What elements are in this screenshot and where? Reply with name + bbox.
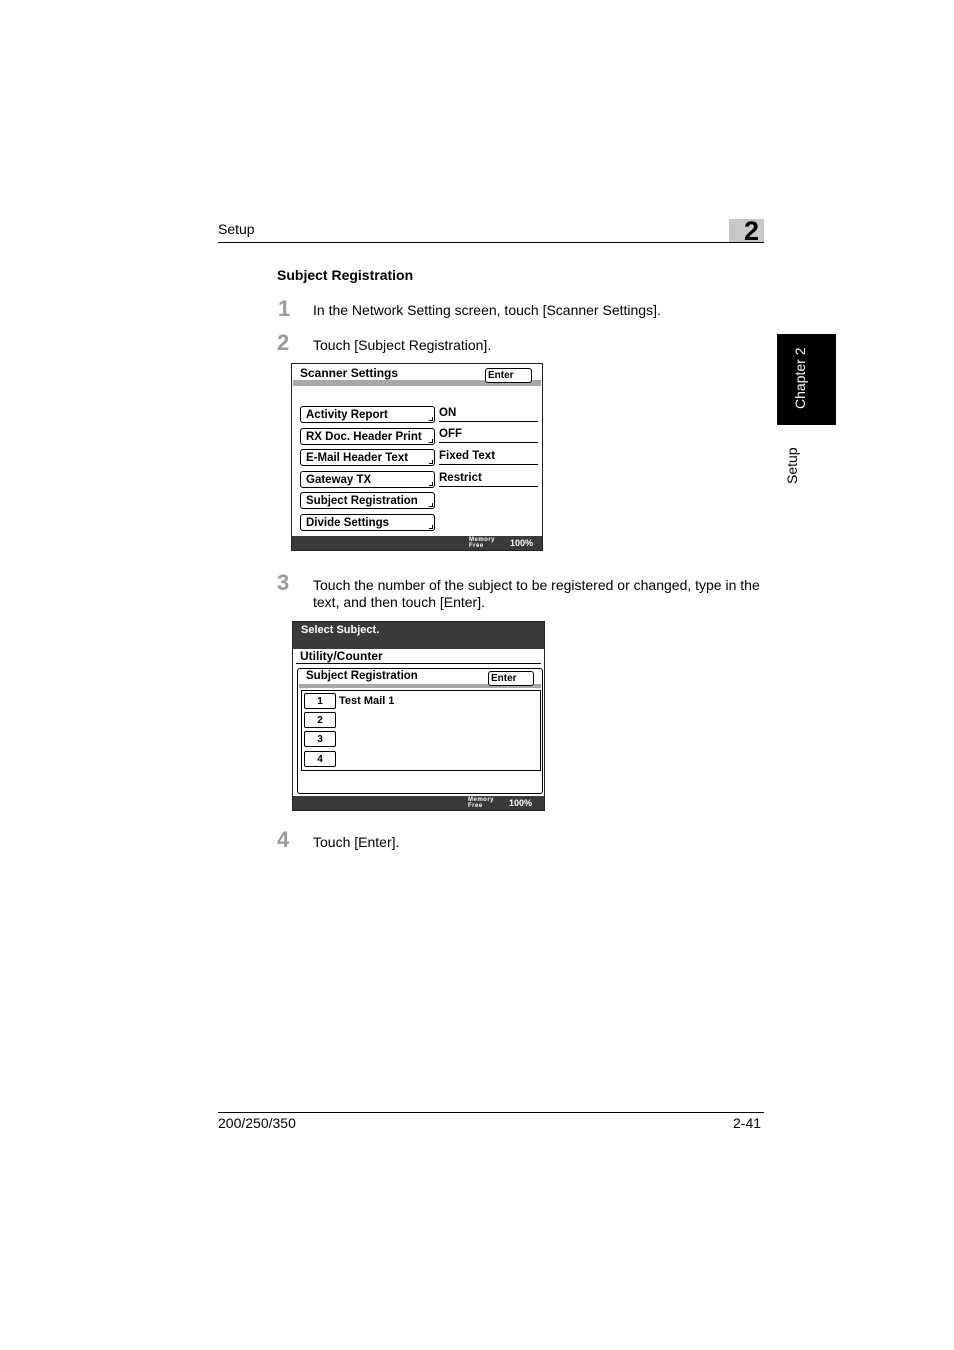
- step-number: 1: [278, 296, 291, 321]
- footer-page-number: 2-41: [733, 1115, 762, 1131]
- step-text: In the Network Setting screen, touch [Scanner Settings].: [313, 302, 661, 318]
- corner-mark-icon: [429, 482, 433, 486]
- side-tab-chapter: Chapter 2: [792, 347, 808, 409]
- subject-text: Test Mail 1: [339, 695, 395, 707]
- activity-report-button[interactable]: Activity Report: [300, 406, 435, 423]
- subject-registration-panel: [297, 668, 543, 794]
- subject-number-button[interactable]: 1: [304, 693, 336, 709]
- subject-number-button[interactable]: 3: [304, 731, 336, 747]
- panel-title: Subject Registration: [306, 670, 418, 682]
- section-title: Subject Registration: [277, 267, 414, 283]
- memory-label: Memory: [469, 537, 496, 543]
- option-value: OFF: [439, 427, 538, 443]
- step-number: 4: [277, 827, 290, 852]
- option-value: Fixed Text: [439, 449, 538, 465]
- scanner-settings-screen: [291, 363, 543, 551]
- footer-rule: [218, 1112, 764, 1113]
- memory-label: Memory: [468, 797, 495, 803]
- enter-button[interactable]: Enter: [485, 368, 532, 383]
- header-rule: [218, 242, 764, 243]
- free-label: Free: [468, 803, 483, 809]
- subject-registration-button[interactable]: Subject Registration: [300, 492, 435, 509]
- rx-doc-header-print-button[interactable]: RX Doc. Header Print: [300, 428, 435, 445]
- corner-mark-icon: [429, 417, 433, 421]
- free-label: Free: [469, 543, 484, 549]
- screen-title: Scanner Settings: [300, 366, 399, 380]
- memory-status-bar: [292, 536, 542, 550]
- message-text: Select Subject.: [301, 624, 380, 636]
- side-tab-section: Setup: [784, 447, 800, 485]
- corner-mark-icon: [429, 503, 433, 507]
- subject-number-button[interactable]: 2: [304, 712, 336, 728]
- gateway-tx-button[interactable]: Gateway TX: [300, 471, 435, 488]
- option-value: Restrict: [439, 471, 538, 487]
- option-value: ON: [439, 406, 538, 422]
- step-text: Touch [Enter].: [313, 834, 400, 850]
- subject-registration-screen: [292, 621, 545, 811]
- divide-settings-button[interactable]: Divide Settings: [300, 514, 435, 531]
- step-number: 2: [277, 330, 290, 355]
- step-text: Touch [Subject Registration].: [313, 337, 492, 353]
- memory-value: 100%: [509, 798, 533, 808]
- subject-list: [301, 690, 541, 771]
- enter-button[interactable]: Enter: [488, 671, 534, 686]
- subject-number-button[interactable]: 4: [304, 751, 336, 767]
- running-header: Setup: [218, 221, 255, 237]
- memory-status-bar: [293, 796, 544, 810]
- breadcrumb: Utility/Counter: [296, 649, 541, 664]
- footer-model: 200/250/350: [218, 1115, 296, 1131]
- chapter-number: 2: [744, 216, 760, 246]
- corner-mark-icon: [429, 439, 433, 443]
- email-header-text-button[interactable]: E-Mail Header Text: [300, 449, 435, 466]
- corner-mark-icon: [429, 525, 433, 529]
- step-number: 3: [277, 570, 290, 595]
- corner-mark-icon: [429, 460, 433, 464]
- step-text: Touch the number of the subject to be registered or changed, type in the text, and then touch [Enter].: [313, 577, 760, 610]
- memory-value: 100%: [510, 538, 534, 548]
